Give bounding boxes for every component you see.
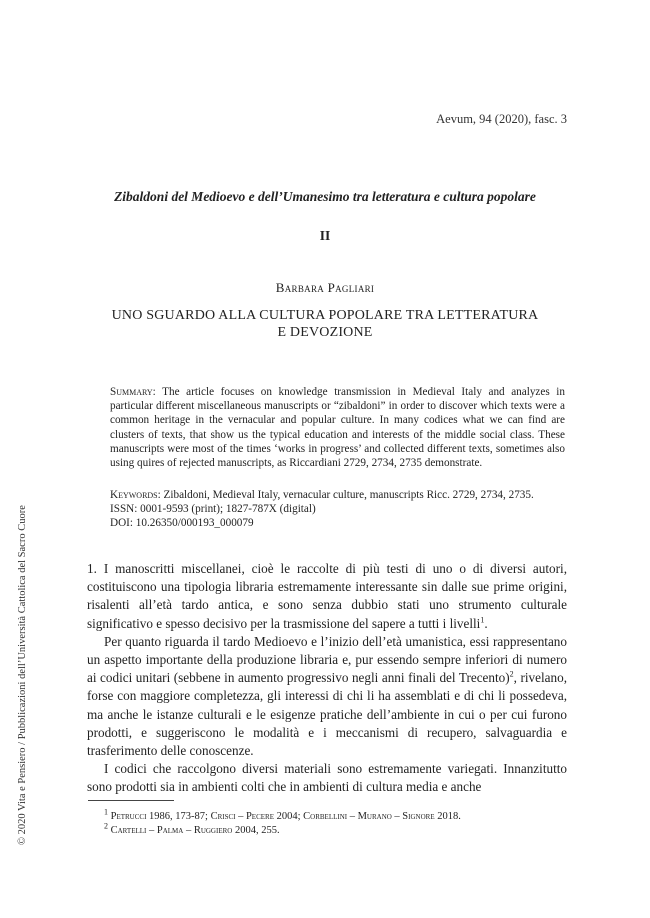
footnote-divider (88, 800, 174, 801)
footnotes (104, 807, 461, 837)
paragraph-2-text-b: , rivelano, forse con maggiore completezza, gli interessi di chi li ha assemblati e di chi li possedeva, ma anche le istanze culturali e le esigenze pratiche dell’ambiente in cui o per cui furono prodotti, e suggeriscono le modalità e i meccanismi di recupero, salvaguardia e trasferimento delle conoscenze. (87, 670, 567, 759)
footnote-ref-1[interactable]: 1 (480, 615, 485, 625)
footnote-2-text: Cartelli – Palma – Ruggiero 2004, 255. (110, 824, 280, 836)
paragraph-2 (87, 633, 567, 760)
keywords-label: Keywords: (110, 489, 161, 501)
article-metadata (110, 488, 570, 531)
abstract (110, 385, 565, 470)
keywords-text: Zibaldoni, Medieval Italy, vernacular culture, manuscripts Ricc. 2729, 2734, 2735. (163, 489, 534, 501)
paragraph-3: I codici che raccolgono diversi materiali sono estremamente variegati. Innanzitutto sono prodotti sia in ambienti colti che in ambienti di cultura media e anche (87, 761, 567, 795)
keywords-line (110, 488, 570, 502)
footnote-ref-2[interactable]: 2 (509, 669, 514, 679)
footnote-1-text: Petrucci 1986, 173-87; Crisci – Pecere 2004; Corbellini – Murano – Signore 2018. (110, 811, 461, 822)
part-number: II (319, 228, 331, 243)
doi-line: DOI: 10.26350/000193_000079 (110, 517, 254, 530)
footnote-1 (104, 807, 461, 824)
journal-reference: Aevum, 94 (2020), fasc. 3 (436, 112, 567, 126)
paragraph-1: 1. I manoscritti miscellanei, cioè le raccolte di più testi di uno o di diversi autori, costituiscono una tipologia libraria estremamente interessante sin dalle sue prime origini, risalenti all’età tardo antica, e sono senza dubbio stati uno strumento culturale significativo e spesso decisivo per la trasmissione del sapere a tutti i livelli$^1$. (87, 561, 567, 631)
paragraph-2-text-a: Per quanto riguarda il tardo Medioevo e l’inizio dell’età umanistica, essi rappresentano un aspetto importante della produzione libraria e, pur essendo sempre inferiori di numero ai codici unitari (sebbene in aumento progressivo negli anni finali del Trecento) (87, 633, 567, 686)
footnote-2-number: 2 (104, 821, 108, 830)
series-title: Zibaldoni del Medioevo e dell’Umanesimo tra letteratura e cultura popolare (114, 189, 536, 204)
abstract-text: The article focuses on knowledge transmission in Medieval Italy and analyzes in particular different miscellaneous manuscripts or “zibaldoni” in order to discover which texts were a common heritage in the vernacular and popular culture. In many codices what we can find are clusters of texts, that show us the typical education and interests of the middle social class. These manuscripts were most of the times ‘works in progress’ and collected different texts, sometimes also using quires of rejected manuscripts, as Riccardiani 2729, 2734, 2735 demonstrate. (110, 386, 565, 470)
footnote-1-number: 1 (104, 807, 108, 817)
article-title-line-1: UNO SGUARDO ALLA CULTURA POPOLARE TRA LETTERATURA (111, 308, 539, 323)
paragraph-1-text: 1. I manoscritti miscellanei, cioè le raccolte di più testi di uno o di diversi autori, costituiscono una tipologia libraria estremamente interessante sin dalle sue prime origini, risalenti all’età tardo antica, e sono senza dubbio stati uno strumento culturale significativo e spesso decisivo per la trasmissione del sapere a tutti i livelli (87, 561, 567, 631)
footnote-2 (104, 821, 461, 838)
issn-line: ISSN: 0001-9593 (print); 1827-787X (digital) (110, 503, 316, 516)
abstract-label: Summary: (110, 386, 156, 398)
article-title (0, 307, 650, 341)
author-name: Barbara Pagliari (275, 280, 375, 295)
side-copyright: © 2020 Vita e Pensiero / Pubblicazioni dell’Università Cattolica del Sacro Cuore (17, 505, 28, 845)
article-title-line-2: E DEVOZIONE (277, 325, 373, 340)
article-body (87, 560, 567, 797)
